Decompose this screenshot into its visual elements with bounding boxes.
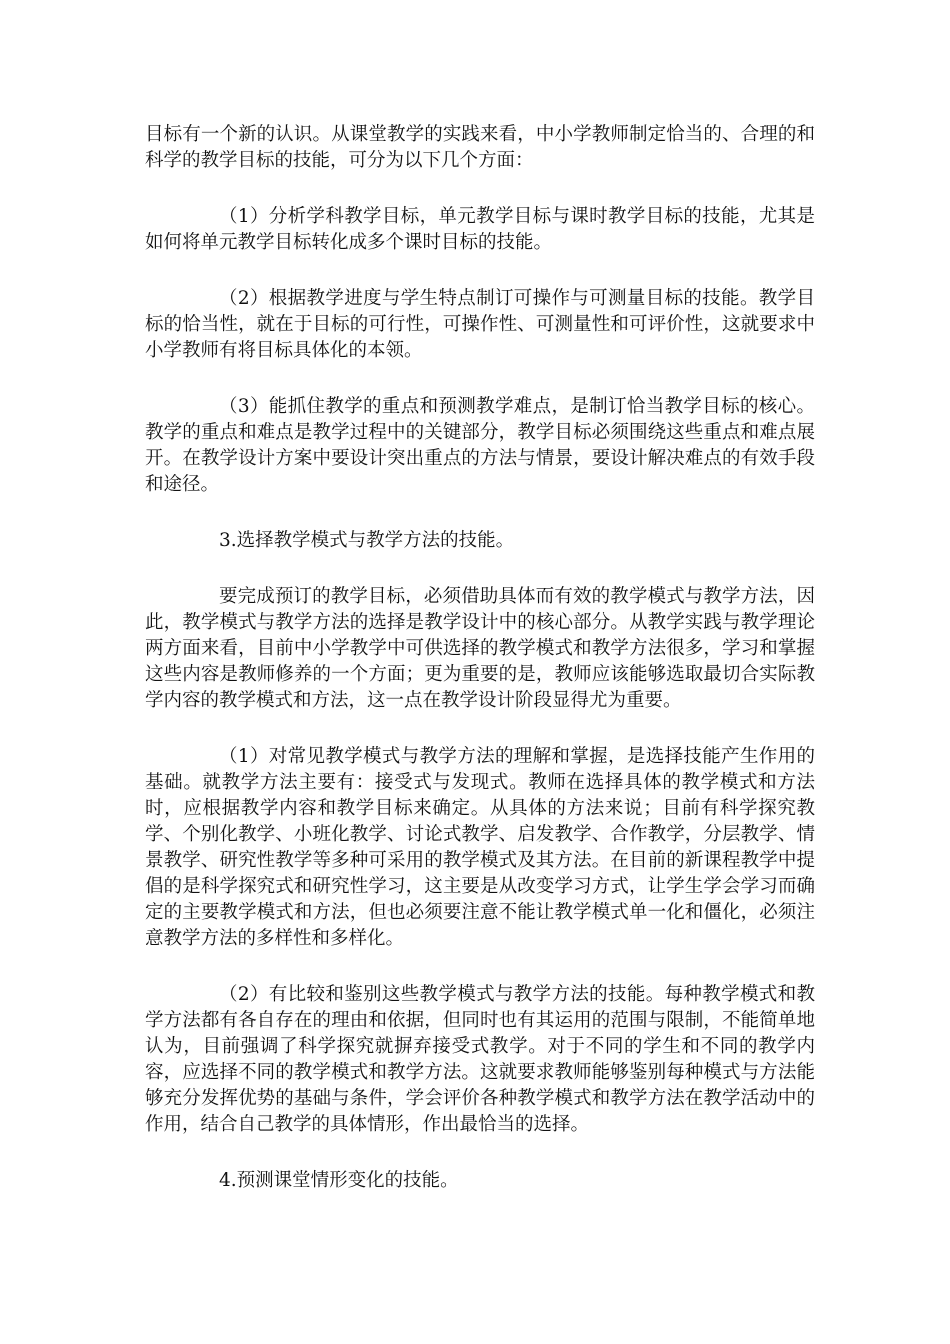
section-heading-4: 4.预测课堂情形变化的技能。 (219, 1170, 459, 1191)
paragraph-section-3-item-2: （2）有比较和鉴别这些教学模式与教学方法的技能。每种教学模式和教学方法都有各自存在的理由和依据，但同时也有其运用的范围与限制，不能简单地认为，目前强调了科学探究就摒弃接受式教学。对于不同的学生和不同的教学内容，应选择不同的教学模式和教学方法。这就要求教师能够鉴别每种模式与方法能够充分发挥优势的基础与条件，学会评价各种教学模式和教学方法在教学活动中的作用，结合自己教学的具体情形，作出最恰当的选择。 (145, 984, 815, 1135)
paragraph-item-1: （1）分析学科教学目标，单元教学目标与课时教学目标的技能，尤其是如何将单元教学目标转化成多个课时目标的技能。 (145, 206, 815, 253)
paragraph-item-3: （3）能抓住教学的重点和预测教学难点，是制订恰当教学目标的核心。教学的重点和难点是教学过程中的关键部分，教学目标必须围绕这些重点和难点展开。在教学设计方案中要设计突出重点的方法与情景，要设计解决难点的有效手段和途径。 (145, 396, 815, 495)
paragraph-continuation: 目标有一个新的认识。从课堂教学的实践来看，中小学教师制定恰当的、合理的和科学的教学目标的技能，可分为以下几个方面： (145, 124, 815, 171)
paragraph-section-3-intro: 要完成预订的教学目标，必须借助具体而有效的教学模式与教学方法，因此，教学模式与教学方法的选择是教学设计中的核心部分。从教学实践与教学理论两方面来看，目前中小学教学中可供选择的教学模式和教学方法很多，学习和掌握这些内容是教师修养的一个方面；更为重要的是，教师应该能够选取最切合实际教学内容的教学模式和方法，这一点在教学设计阶段显得尤为重要。 (145, 586, 815, 711)
section-heading-3: 3.选择教学模式与教学方法的技能。 (219, 530, 515, 551)
paragraph-item-2: （2）根据教学进度与学生特点制订可操作与可测量目标的技能。教学目标的恰当性，就在于目标的可行性，可操作性、可测量性和可评价性，这就要求中小学教师有将目标具体化的本领。 (145, 288, 815, 361)
document-body (145, 122, 815, 1224)
paragraph-section-3-item-1: （1）对常见教学模式与教学方法的理解和掌握，是选择技能产生作用的基础。就教学方法主要有：接受式与发现式。教师在选择具体的教学模式和方法时，应根据教学内容和教学目标来确定。从具体的方法来说；目前有科学探究教学、个别化教学、小班化教学、讨论式教学、启发教学、合作教学，分层教学、情景教学、研究性教学等多种可采用的教学模式及其方法。在目前的新课程教学中提倡的是科学探究式和研究性学习，这主要是从改变学习方式，让学生学会学习而确定的主要教学模式和方法，但也必须要注意不能让教学模式单一化和僵化，必须注意教学方法的多样性和多样化。 (145, 746, 815, 949)
